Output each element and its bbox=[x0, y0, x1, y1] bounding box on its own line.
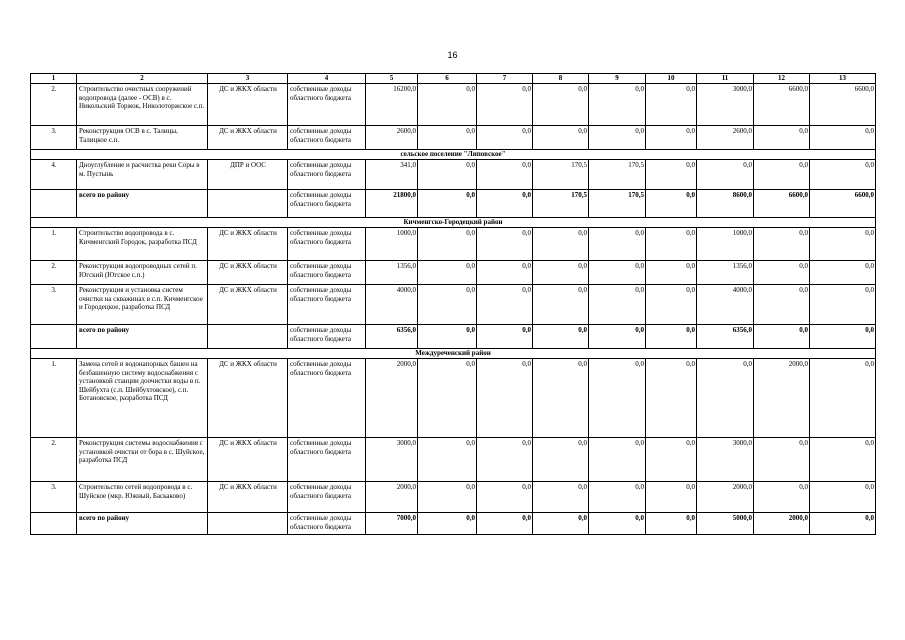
page-number: 16 bbox=[447, 50, 458, 60]
row-value: 0,0 bbox=[646, 359, 697, 438]
row-funding-source: собственные доходы областного бюджета bbox=[288, 359, 366, 438]
row-value: 2600,0 bbox=[366, 126, 418, 150]
row-name: Строительство водопровода в с. Кичменгский Городок, разработка ПСД bbox=[77, 228, 208, 261]
row-value: 0,0 bbox=[697, 359, 754, 438]
row-value: 2000,0 bbox=[754, 359, 810, 438]
table-row bbox=[31, 160, 876, 190]
row-value: 0,0 bbox=[533, 285, 589, 325]
row-funding-source: собственные доходы областного бюджета bbox=[288, 513, 366, 535]
row-value: 1000,0 bbox=[366, 228, 418, 261]
row-value: 0,0 bbox=[646, 160, 697, 190]
row-value: 0,0 bbox=[810, 285, 876, 325]
row-executor: ДС и ЖКХ области bbox=[208, 228, 288, 261]
row-value: 0,0 bbox=[418, 438, 477, 482]
row-value: 0,0 bbox=[533, 228, 589, 261]
section-header-row bbox=[31, 218, 876, 228]
row-index: 3. bbox=[31, 482, 77, 513]
row-index: 3. bbox=[31, 285, 77, 325]
row-value: 0,0 bbox=[418, 482, 477, 513]
row-name: Реконструкция ОСВ в с. Талицы, Талицкое с.п. bbox=[77, 126, 208, 150]
row-name: Реконструкция водопроводных сетей п. Югский (Югское с.п.) bbox=[77, 261, 208, 285]
row-value: 6600,0 bbox=[754, 190, 810, 218]
section-title: сельское поселение "Липовское" bbox=[31, 150, 876, 160]
table-row bbox=[31, 359, 876, 438]
row-executor: ДС и ЖКХ области bbox=[208, 359, 288, 438]
row-value: 170,5 bbox=[589, 160, 646, 190]
row-executor: ДС и ЖКХ области bbox=[208, 285, 288, 325]
column-header: 5 bbox=[366, 74, 418, 84]
row-executor: ДПР и ООС bbox=[208, 160, 288, 190]
row-value: 0,0 bbox=[754, 285, 810, 325]
row-value: 0,0 bbox=[810, 261, 876, 285]
row-value: 0,0 bbox=[533, 126, 589, 150]
column-header: 9 bbox=[589, 74, 646, 84]
row-value: 0,0 bbox=[646, 126, 697, 150]
row-value: 7000,0 bbox=[366, 513, 418, 535]
row-index bbox=[31, 190, 77, 218]
row-value: 0,0 bbox=[810, 126, 876, 150]
row-value: 0,0 bbox=[477, 482, 533, 513]
row-value: 0,0 bbox=[646, 84, 697, 126]
row-value: 0,0 bbox=[810, 160, 876, 190]
row-index: 1. bbox=[31, 359, 77, 438]
row-value: 0,0 bbox=[646, 285, 697, 325]
row-executor: ДС и ЖКХ области bbox=[208, 438, 288, 482]
row-value: 0,0 bbox=[418, 359, 477, 438]
row-value: 2000,0 bbox=[697, 482, 754, 513]
row-index: 2. bbox=[31, 261, 77, 285]
section-header-row bbox=[31, 349, 876, 359]
table-body bbox=[31, 74, 876, 535]
row-funding-source: собственные доходы областного бюджета bbox=[288, 126, 366, 150]
row-value: 4000,0 bbox=[697, 285, 754, 325]
row-index bbox=[31, 513, 77, 535]
row-value: 0,0 bbox=[418, 84, 477, 126]
row-name: Строительство очистных сооружений водопровода (далее - ОСВ) в с. Никольский Торжок, Николоторжское с.п. bbox=[77, 84, 208, 126]
row-value: 0,0 bbox=[589, 285, 646, 325]
row-funding-source: собственные доходы областного бюджета bbox=[288, 438, 366, 482]
budget-table bbox=[30, 73, 876, 535]
table-row bbox=[31, 482, 876, 513]
section-title: Кичменгско-Городецкий район bbox=[31, 218, 876, 228]
row-name: Дноуглубление и расчистка реки Соры в м. Пустынь bbox=[77, 160, 208, 190]
row-value: 0,0 bbox=[477, 160, 533, 190]
row-value: 0,0 bbox=[533, 359, 589, 438]
row-value: 2000,0 bbox=[366, 359, 418, 438]
row-value: 0,0 bbox=[477, 190, 533, 218]
row-value: 0,0 bbox=[418, 228, 477, 261]
row-value: 3000,0 bbox=[366, 438, 418, 482]
row-value: 6600,0 bbox=[754, 84, 810, 126]
total-row bbox=[31, 513, 876, 535]
row-value: 0,0 bbox=[418, 285, 477, 325]
row-funding-source: собственные доходы областного бюджета bbox=[288, 482, 366, 513]
row-value: 0,0 bbox=[477, 325, 533, 349]
header-row bbox=[31, 74, 876, 84]
row-value: 0,0 bbox=[754, 482, 810, 513]
row-index: 4. bbox=[31, 160, 77, 190]
row-value: 0,0 bbox=[754, 438, 810, 482]
table-row bbox=[31, 261, 876, 285]
row-value: 0,0 bbox=[810, 438, 876, 482]
row-funding-source: собственные доходы областного бюджета bbox=[288, 325, 366, 349]
row-value: 341,0 bbox=[366, 160, 418, 190]
section-title: Междуреченский район bbox=[31, 349, 876, 359]
row-value: 0,0 bbox=[533, 261, 589, 285]
row-index: 3. bbox=[31, 126, 77, 150]
row-value: 21800,0 bbox=[366, 190, 418, 218]
row-value: 0,0 bbox=[477, 261, 533, 285]
row-value: 0,0 bbox=[589, 325, 646, 349]
table-row bbox=[31, 84, 876, 126]
row-value: 170,5 bbox=[589, 190, 646, 218]
table-row bbox=[31, 438, 876, 482]
row-value: 0,0 bbox=[477, 84, 533, 126]
row-value: 0,0 bbox=[589, 126, 646, 150]
row-value: 0,0 bbox=[754, 126, 810, 150]
row-value: 0,0 bbox=[589, 482, 646, 513]
column-header: 13 bbox=[810, 74, 876, 84]
section-header-row bbox=[31, 150, 876, 160]
row-index: 1. bbox=[31, 228, 77, 261]
row-executor: ДС и ЖКХ области bbox=[208, 482, 288, 513]
column-header: 2 bbox=[77, 74, 208, 84]
row-value: 0,0 bbox=[477, 126, 533, 150]
row-value: 1356,0 bbox=[366, 261, 418, 285]
row-value: 0,0 bbox=[589, 438, 646, 482]
row-value: 5000,0 bbox=[697, 513, 754, 535]
row-value: 0,0 bbox=[754, 160, 810, 190]
row-funding-source: собственные доходы областного бюджета bbox=[288, 228, 366, 261]
row-value: 0,0 bbox=[646, 438, 697, 482]
row-executor: ДС и ЖКХ области bbox=[208, 126, 288, 150]
row-value: 0,0 bbox=[646, 228, 697, 261]
row-value: 0,0 bbox=[589, 84, 646, 126]
row-value: 0,0 bbox=[754, 325, 810, 349]
row-funding-source: собственные доходы областного бюджета bbox=[288, 285, 366, 325]
row-value: 0,0 bbox=[533, 482, 589, 513]
column-header: 8 bbox=[533, 74, 589, 84]
column-header: 6 bbox=[418, 74, 477, 84]
row-executor bbox=[208, 190, 288, 218]
row-value: 0,0 bbox=[533, 513, 589, 535]
row-name: всего по району bbox=[77, 325, 208, 349]
row-value: 3000,0 bbox=[697, 84, 754, 126]
row-value: 6356,0 bbox=[366, 325, 418, 349]
column-header: 3 bbox=[208, 74, 288, 84]
column-header: 7 bbox=[477, 74, 533, 84]
row-value: 0,0 bbox=[754, 228, 810, 261]
row-value: 1356,0 bbox=[697, 261, 754, 285]
row-value: 0,0 bbox=[810, 359, 876, 438]
row-name: всего по району bbox=[77, 190, 208, 218]
row-name: Реконструкция системы водоснабжения с установкой очистки от бора в с. Шуйское, разработка ПСД bbox=[77, 438, 208, 482]
row-executor bbox=[208, 325, 288, 349]
row-value: 0,0 bbox=[646, 261, 697, 285]
row-value: 16200,0 bbox=[366, 84, 418, 126]
row-value: 0,0 bbox=[477, 359, 533, 438]
row-value: 0,0 bbox=[477, 228, 533, 261]
column-header: 11 bbox=[697, 74, 754, 84]
row-value: 0,0 bbox=[646, 513, 697, 535]
row-value: 0,0 bbox=[697, 160, 754, 190]
row-value: 6600,0 bbox=[810, 190, 876, 218]
row-value: 170,5 bbox=[533, 190, 589, 218]
row-value: 0,0 bbox=[589, 261, 646, 285]
row-name: Реконструкция и установка систем очистки на скважинах в с.п. Кичменгское и Городецкое, разработка ПСД bbox=[77, 285, 208, 325]
row-value: 6600,0 bbox=[810, 84, 876, 126]
row-value: 0,0 bbox=[418, 261, 477, 285]
row-funding-source: собственные доходы областного бюджета bbox=[288, 261, 366, 285]
row-value: 2000,0 bbox=[754, 513, 810, 535]
row-value: 0,0 bbox=[589, 359, 646, 438]
row-value: 0,0 bbox=[418, 160, 477, 190]
row-value: 0,0 bbox=[810, 513, 876, 535]
row-value: 0,0 bbox=[810, 228, 876, 261]
row-value: 0,0 bbox=[477, 438, 533, 482]
row-value: 2600,0 bbox=[697, 126, 754, 150]
row-value: 0,0 bbox=[589, 228, 646, 261]
row-value: 1000,0 bbox=[697, 228, 754, 261]
row-index bbox=[31, 325, 77, 349]
row-name: Замена сетей и водонапорных башен на безбашенную систему водоснабжения с установкой станции доочистки воды в п. Шейбухта (с.п. Шейбухтовское), с.п. Ботановское, разработка ПСД bbox=[77, 359, 208, 438]
row-value: 0,0 bbox=[646, 190, 697, 218]
row-value: 0,0 bbox=[810, 325, 876, 349]
row-name: Строительство сетей водопровода в с. Шуйское (мкр. Южный, Баскаково) bbox=[77, 482, 208, 513]
row-value: 0,0 bbox=[418, 126, 477, 150]
total-row bbox=[31, 190, 876, 218]
row-value: 0,0 bbox=[418, 190, 477, 218]
row-funding-source: собственные доходы областного бюджета bbox=[288, 160, 366, 190]
row-funding-source: собственные доходы областного бюджета bbox=[288, 190, 366, 218]
table-row bbox=[31, 126, 876, 150]
row-funding-source: собственные доходы областного бюджета bbox=[288, 84, 366, 126]
row-executor: ДС и ЖКХ области bbox=[208, 261, 288, 285]
column-header: 4 bbox=[288, 74, 366, 84]
column-header: 1 bbox=[31, 74, 77, 84]
row-value: 8600,0 bbox=[697, 190, 754, 218]
table-row bbox=[31, 228, 876, 261]
row-value: 6356,0 bbox=[697, 325, 754, 349]
row-name: всего по району bbox=[77, 513, 208, 535]
row-value: 170,5 bbox=[533, 160, 589, 190]
row-value: 0,0 bbox=[646, 482, 697, 513]
row-value: 0,0 bbox=[533, 84, 589, 126]
row-value: 0,0 bbox=[646, 325, 697, 349]
row-value: 0,0 bbox=[477, 513, 533, 535]
row-value: 0,0 bbox=[754, 261, 810, 285]
column-header: 12 bbox=[754, 74, 810, 84]
row-value: 3000,0 bbox=[697, 438, 754, 482]
row-value: 2000,0 bbox=[366, 482, 418, 513]
row-value: 0,0 bbox=[533, 325, 589, 349]
row-value: 0,0 bbox=[589, 513, 646, 535]
row-value: 0,0 bbox=[418, 325, 477, 349]
row-value: 0,0 bbox=[810, 482, 876, 513]
total-row bbox=[31, 325, 876, 349]
table-row bbox=[31, 285, 876, 325]
row-index: 2. bbox=[31, 84, 77, 126]
row-index: 2. bbox=[31, 438, 77, 482]
row-executor bbox=[208, 513, 288, 535]
row-value: 0,0 bbox=[533, 438, 589, 482]
row-value: 4000,0 bbox=[366, 285, 418, 325]
row-value: 0,0 bbox=[418, 513, 477, 535]
row-executor: ДС и ЖКХ области bbox=[208, 84, 288, 126]
row-value: 0,0 bbox=[477, 285, 533, 325]
column-header: 10 bbox=[646, 74, 697, 84]
